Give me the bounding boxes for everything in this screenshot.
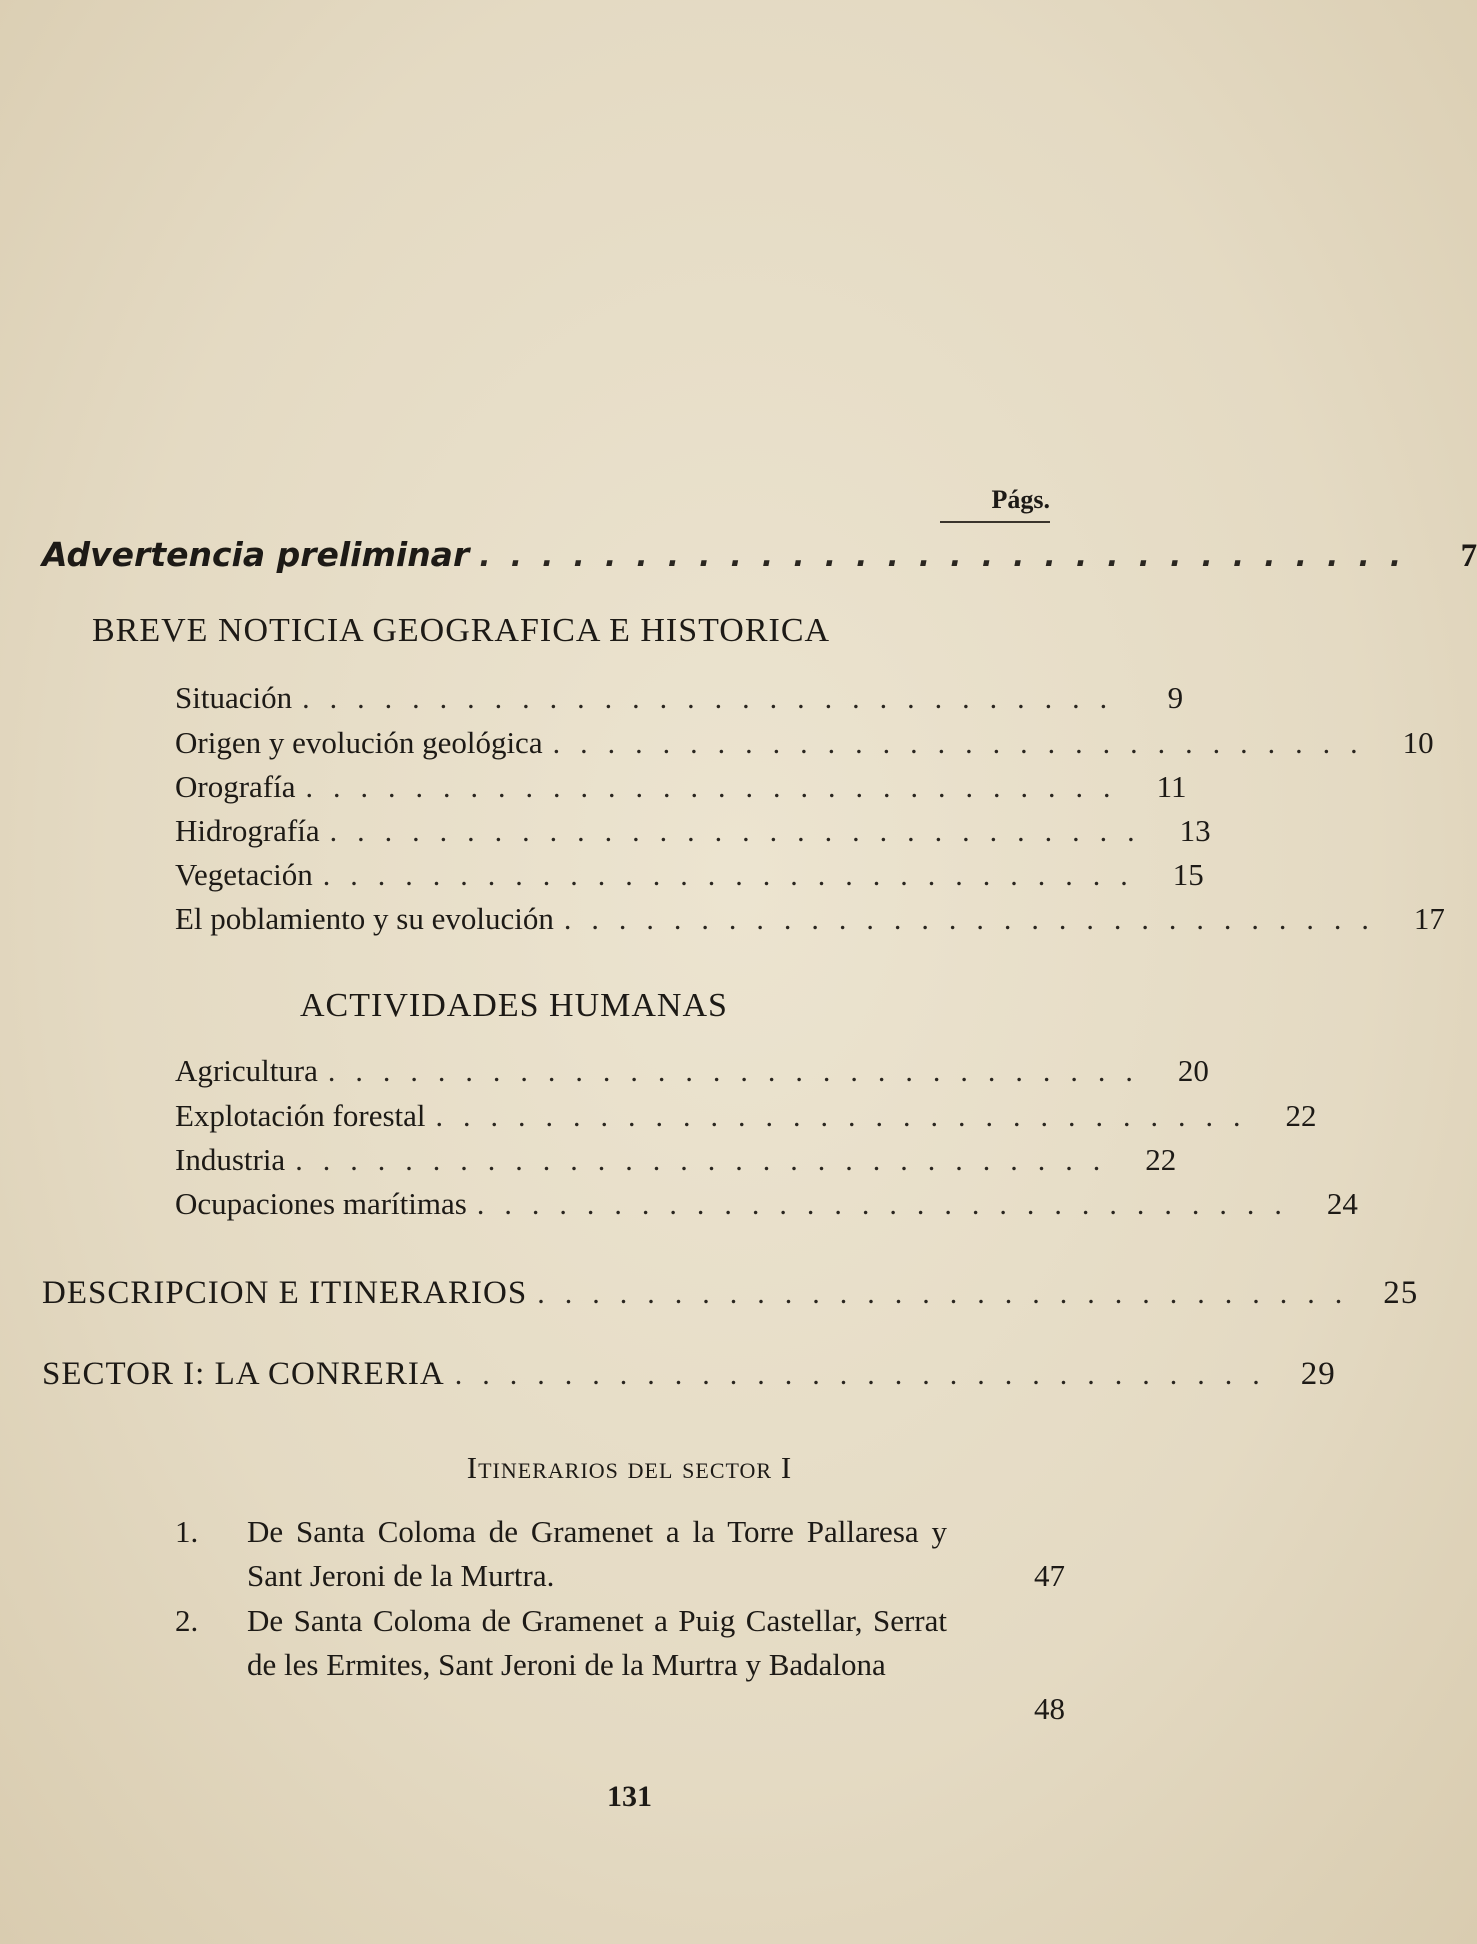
toc-entry-label: SECTOR I: LA CONRERIA [42, 1356, 445, 1392]
section-title-breve: BREVE NOTICIA GEOGRAFICA E HISTORICA [92, 612, 831, 649]
toc-entry-label: Agricultura [175, 1053, 318, 1088]
toc-entry-label: Origen y evolución geológica [175, 725, 543, 760]
toc-entry-page: 25 [1383, 1275, 1419, 1311]
dot-leader: .............................. [322, 859, 1148, 892]
toc-entry-label: El poblamiento y su evolución [175, 901, 554, 936]
toc-entry [175, 769, 1187, 805]
toc-entry-page: 11 [1156, 769, 1187, 804]
toc-entry-page: 20 [1177, 1053, 1209, 1088]
toc-entry-label: Vegetación [175, 857, 313, 892]
toc-entry-page: 7 [1460, 538, 1477, 574]
toc-entry [175, 901, 1445, 937]
itinerary-page: 48 [1034, 1691, 1065, 1726]
toc-entry-label: Orografía [175, 769, 296, 804]
dot-leader: .............................. [537, 1277, 1363, 1310]
dot-leader: .............................. [295, 1144, 1121, 1177]
toc-entry-page: 13 [1179, 813, 1211, 848]
toc-entry-page: 15 [1172, 857, 1204, 892]
toc-entry-label: Industria [175, 1142, 286, 1177]
toc-entry-page: 10 [1402, 725, 1434, 760]
itinerary-text: De Santa Coloma de Gramenet a Puig Castellar, Serrat de les Ermites, Sant Jeroni de la Murtra y Badalona [247, 1603, 947, 1682]
dot-leader: .............................. [435, 1100, 1261, 1133]
toc-entry-label: Hidrografía [175, 813, 320, 848]
itinerary-number: 2. [175, 1603, 199, 1638]
toc-entry [175, 725, 1434, 761]
toc-entry-page: 17 [1413, 901, 1445, 936]
dot-leader: .............................. [476, 1188, 1302, 1221]
toc-entry-label: Ocupaciones marítimas [175, 1186, 467, 1221]
toc-entry-page: 22 [1285, 1098, 1317, 1133]
dot-leader: .............................. [302, 682, 1128, 715]
itinerary-entry [175, 1510, 1065, 1600]
toc-entry [175, 680, 1184, 716]
dot-leader: .............................. [479, 539, 1422, 574]
toc-entry-preliminar [42, 535, 1477, 575]
dot-leader: .............................. [329, 815, 1155, 848]
toc-entry [175, 1186, 1358, 1222]
toc-entry-label: Advertencia preliminar [42, 535, 470, 574]
toc-entry [175, 857, 1204, 893]
toc-entry-descripcion [42, 1275, 1419, 1312]
toc-entry [175, 1098, 1317, 1134]
dot-leader: .............................. [563, 903, 1389, 936]
itinerary-page: 47 [1034, 1558, 1065, 1593]
page-number: 131 [607, 1780, 652, 1813]
itinerary-number: 1. [175, 1514, 199, 1549]
section-title-actividades: ACTIVIDADES HUMANAS [300, 987, 728, 1024]
dot-leader: .............................. [305, 771, 1131, 804]
toc-entry [175, 1142, 1177, 1178]
dot-leader: .............................. [552, 727, 1378, 760]
toc-entry [175, 813, 1211, 849]
toc-entry-page: 9 [1167, 680, 1184, 715]
toc-entry-label: DESCRIPCION E ITINERARIOS [42, 1275, 528, 1311]
toc-entry-label: Situación [175, 680, 293, 715]
itinerary-text: De Santa Coloma de Gramenet a la Torre Pallaresa y Sant Jeroni de la Murtra. [247, 1514, 947, 1593]
itinerary-entry [175, 1599, 1065, 1734]
toc-entry-label: Explotación forestal [175, 1098, 426, 1133]
toc-entry-page: 24 [1326, 1186, 1358, 1221]
toc-entry-page: 22 [1145, 1142, 1177, 1177]
dot-leader: .............................. [327, 1055, 1153, 1088]
pages-column-header: Págs. [940, 485, 1050, 523]
toc-entry-sector [42, 1356, 1336, 1393]
dot-leader: .............................. [454, 1358, 1280, 1391]
toc-entry [175, 1053, 1209, 1089]
toc-entry-page: 29 [1300, 1356, 1336, 1392]
itinerarios-title: Itinerarios del sector I [466, 1450, 793, 1485]
